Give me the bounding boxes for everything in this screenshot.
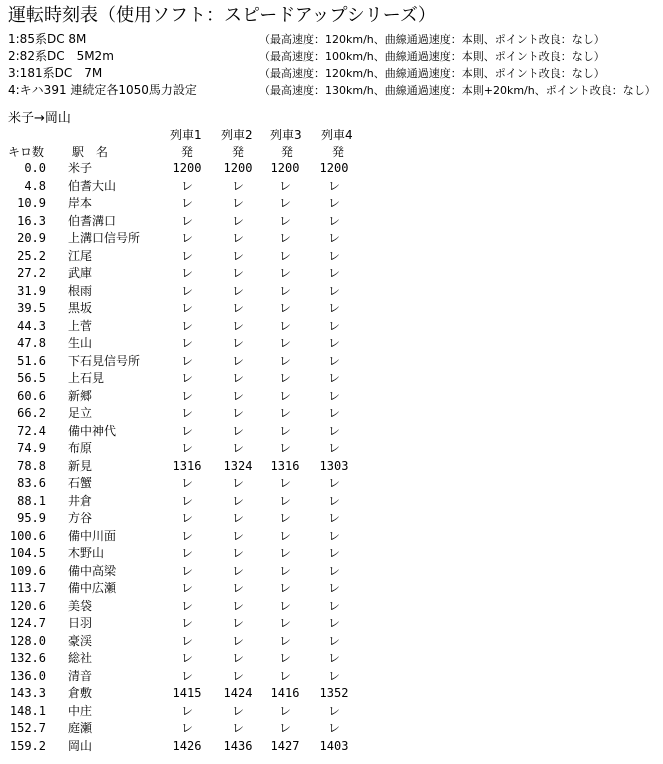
train-label: 2:82系DC 5M2m xyxy=(8,49,114,63)
km-cell: 27.2 xyxy=(17,266,46,280)
time-cell-train-4: レ xyxy=(327,353,340,368)
time-cell-train-1: レ xyxy=(180,388,193,403)
time-cell-train-2: レ xyxy=(231,283,244,298)
km-cell: 124.7 xyxy=(9,616,46,630)
table-row xyxy=(0,650,663,668)
table-row xyxy=(0,370,663,388)
train-list xyxy=(8,31,658,99)
time-cell-train-3: レ xyxy=(278,371,291,385)
time-cell-train-4: レ xyxy=(327,721,340,735)
station-cell: 岡山 xyxy=(68,738,93,753)
station-cell: 石蟹 xyxy=(68,476,93,490)
km-cell: 4.8 xyxy=(24,178,46,193)
train-label: 3:181系DC 7M xyxy=(8,66,103,80)
km-cell: 44.3 xyxy=(17,318,46,333)
time-cell-train-2: レ xyxy=(231,196,244,210)
table-row xyxy=(0,510,663,528)
station-cell: 根雨 xyxy=(68,283,93,298)
time-cell-train-1: レ xyxy=(180,441,193,455)
time-cell-train-3: レ xyxy=(278,213,291,228)
time-cell-train-1: 1316 xyxy=(172,458,202,473)
time-cell-train-4: レ xyxy=(327,248,340,263)
train-spec-row xyxy=(8,31,658,48)
table-row xyxy=(0,668,663,686)
time-cell-train-3: レ xyxy=(278,266,291,280)
km-cell: 88.1 xyxy=(17,493,46,508)
table-row xyxy=(0,265,663,283)
time-cell-train-1: レ xyxy=(180,178,193,193)
train-spec-row xyxy=(8,65,658,82)
time-cell-train-1: レ xyxy=(180,581,193,595)
km-cell: 136.0 xyxy=(9,668,46,683)
time-cell-train-3: 1427 xyxy=(270,738,300,753)
time-cell-train-1: レ xyxy=(180,633,193,648)
time-cell-train-1: レ xyxy=(180,703,193,718)
time-cell-train-2: レ xyxy=(231,248,244,263)
time-cell-train-1: レ xyxy=(180,493,193,508)
time-cell-train-3: レ xyxy=(278,563,291,578)
time-cell-train-2: レ xyxy=(231,301,244,315)
station-cell: 生山 xyxy=(68,336,93,350)
table-row xyxy=(0,405,663,423)
time-cell-train-2: レ xyxy=(231,406,244,420)
time-cell-train-1: レ xyxy=(180,406,193,420)
table-row xyxy=(0,230,663,248)
station-cell: 木野山 xyxy=(68,546,105,560)
time-cell-train-4: レ xyxy=(327,231,340,245)
time-cell-train-3: レ xyxy=(278,476,291,490)
time-cell-train-4: レ xyxy=(327,196,340,210)
km-cell: 143.3 xyxy=(9,686,46,700)
time-cell-train-1: レ xyxy=(180,651,193,665)
time-cell-train-2: レ xyxy=(231,616,244,630)
station-cell: 美袋 xyxy=(68,598,93,613)
station-cell: 黒坂 xyxy=(68,301,93,315)
station-cell: 備中神代 xyxy=(68,423,117,438)
train-spec-row xyxy=(8,82,658,99)
time-cell-train-3: レ xyxy=(278,703,291,718)
time-cell-train-2: 1324 xyxy=(223,458,253,473)
time-cell-train-2: 1436 xyxy=(223,738,253,753)
time-cell-train-4: レ xyxy=(327,528,340,543)
time-cell-train-3: レ xyxy=(278,441,291,455)
time-cell-train-4: 1303 xyxy=(319,458,349,473)
train-spec: （最高速度：120km/h、曲線通過速度：本則、ポイント改良：なし） xyxy=(259,67,605,80)
time-cell-train-2: レ xyxy=(231,423,244,438)
time-cell-train-2: レ xyxy=(231,178,244,193)
time-cell-train-3: レ xyxy=(278,318,291,333)
time-cell-train-4: レ xyxy=(327,336,340,350)
station-cell: 武庫 xyxy=(68,266,93,280)
table-row xyxy=(0,458,663,476)
station-cell: 日羽 xyxy=(68,616,93,630)
table-row xyxy=(0,335,663,353)
table-row xyxy=(0,283,663,301)
station-cell: 備中川面 xyxy=(68,528,117,543)
time-cell-train-2: レ xyxy=(231,213,244,228)
time-cell-train-4: レ xyxy=(327,371,340,385)
station-cell: 米子 xyxy=(68,161,93,175)
table-row xyxy=(0,178,663,196)
time-cell-train-2: レ xyxy=(231,668,244,683)
train-spec: （最高速度：130km/h、曲線通過速度：本則+20km/h、ポイント改良：なし） xyxy=(259,84,656,97)
train-label: 1:85系DC 8M xyxy=(8,32,87,46)
station-cell: 足立 xyxy=(68,406,93,420)
station-cell: 伯耆大山 xyxy=(68,178,117,193)
station-cell: 庭瀬 xyxy=(68,721,93,735)
table-row xyxy=(0,440,663,458)
time-cell-train-1: レ xyxy=(180,476,193,490)
km-cell: 51.6 xyxy=(17,353,46,368)
time-cell-train-3: レ xyxy=(278,493,291,508)
time-cell-train-4: レ xyxy=(327,406,340,420)
km-cell: 25.2 xyxy=(17,248,46,263)
time-cell-train-2: レ xyxy=(231,546,244,560)
train-spec-row xyxy=(8,48,658,65)
time-cell-train-4: レ xyxy=(327,546,340,560)
time-cell-train-2: レ xyxy=(231,476,244,490)
km-cell: 132.6 xyxy=(9,651,46,665)
km-cell: 152.7 xyxy=(9,721,46,735)
station-cell: 上溝口信号所 xyxy=(68,231,141,245)
route-label: 米子→岡山 xyxy=(8,111,71,126)
depart-header-4: 発 xyxy=(332,145,345,159)
table-row xyxy=(0,160,663,178)
time-cell-train-1: レ xyxy=(180,196,193,210)
table-row xyxy=(0,353,663,371)
time-cell-train-1: 1200 xyxy=(172,161,202,175)
station-cell: 新見 xyxy=(68,458,93,473)
time-cell-train-4: レ xyxy=(327,318,340,333)
station-cell: 新郷 xyxy=(68,388,93,403)
time-cell-train-2: レ xyxy=(231,528,244,543)
time-cell-train-4: レ xyxy=(327,423,340,438)
time-cell-train-2: レ xyxy=(231,703,244,718)
km-cell: 10.9 xyxy=(17,196,46,210)
time-cell-train-1: レ xyxy=(180,598,193,613)
time-cell-train-1: レ xyxy=(180,371,193,385)
km-cell: 83.6 xyxy=(17,476,46,490)
km-cell: 16.3 xyxy=(17,213,46,228)
table-row xyxy=(0,475,663,493)
km-cell: 74.9 xyxy=(17,441,46,455)
time-cell-train-2: レ xyxy=(231,336,244,350)
time-cell-train-3: レ xyxy=(278,616,291,630)
station-cell: 井倉 xyxy=(68,493,93,508)
time-cell-train-1: レ xyxy=(180,721,193,735)
time-cell-train-1: レ xyxy=(180,563,193,578)
table-row xyxy=(0,195,663,213)
time-cell-train-3: レ xyxy=(278,546,291,560)
table-row xyxy=(0,545,663,563)
time-cell-train-2: レ xyxy=(231,493,244,508)
time-cell-train-1: レ xyxy=(180,528,193,543)
train-spec: （最高速度：120km/h、曲線通過速度：本則、ポイント改良：なし） xyxy=(259,33,605,46)
time-cell-train-4: 1403 xyxy=(319,738,349,753)
time-cell-train-1: レ xyxy=(180,511,193,525)
km-cell: 60.6 xyxy=(17,388,46,403)
time-cell-train-1: レ xyxy=(180,213,193,228)
time-cell-train-3: レ xyxy=(278,353,291,368)
station-cell: 備中高梁 xyxy=(68,563,117,578)
time-cell-train-3: レ xyxy=(278,511,291,525)
time-cell-train-1: レ xyxy=(180,318,193,333)
table-row xyxy=(0,633,663,651)
time-cell-train-3: レ xyxy=(278,528,291,543)
table-row xyxy=(0,685,663,703)
time-cell-train-4: レ xyxy=(327,493,340,508)
train-header-3: 列車3 xyxy=(270,128,302,142)
time-cell-train-3: レ xyxy=(278,283,291,298)
time-cell-train-2: レ xyxy=(231,651,244,665)
time-cell-train-4: レ xyxy=(327,633,340,648)
depart-header-2: 発 xyxy=(232,145,245,159)
time-cell-train-1: レ xyxy=(180,546,193,560)
time-cell-train-3: レ xyxy=(278,423,291,438)
station-cell: 岸本 xyxy=(68,196,93,210)
time-cell-train-2: レ xyxy=(231,563,244,578)
km-cell: 47.8 xyxy=(17,336,46,350)
time-cell-train-1: レ xyxy=(180,301,193,315)
station-cell: 倉敷 xyxy=(68,686,93,700)
time-cell-train-4: レ xyxy=(327,441,340,455)
time-cell-train-4: レ xyxy=(327,563,340,578)
table-row xyxy=(0,248,663,266)
time-cell-train-3: 1200 xyxy=(270,161,300,175)
km-cell: 72.4 xyxy=(17,423,46,438)
table-row xyxy=(0,598,663,616)
station-cell: 中庄 xyxy=(68,703,93,718)
time-cell-train-3: レ xyxy=(278,633,291,648)
station-cell: 上石見 xyxy=(68,371,105,385)
station-cell: 総社 xyxy=(68,651,93,665)
table-row xyxy=(0,213,663,231)
time-cell-train-1: レ xyxy=(180,283,193,298)
time-cell-train-4: レ xyxy=(327,703,340,718)
time-cell-train-2: レ xyxy=(231,353,244,368)
time-cell-train-4: レ xyxy=(327,213,340,228)
time-cell-train-4: 1200 xyxy=(319,161,349,175)
time-cell-train-4: レ xyxy=(327,598,340,613)
km-cell: 128.0 xyxy=(9,633,46,648)
km-cell: 148.1 xyxy=(9,703,46,718)
table-row xyxy=(0,300,663,318)
table-row xyxy=(0,528,663,546)
time-cell-train-2: レ xyxy=(231,633,244,648)
km-cell: 113.7 xyxy=(9,581,46,595)
station-header: 駅 名 xyxy=(72,145,109,159)
time-cell-train-2: レ xyxy=(231,371,244,385)
time-cell-train-4: レ xyxy=(327,511,340,525)
time-cell-train-1: レ xyxy=(180,266,193,280)
station-cell: 伯耆溝口 xyxy=(68,213,117,228)
time-cell-train-3: レ xyxy=(278,301,291,315)
km-cell: 104.5 xyxy=(9,546,46,560)
time-cell-train-3: レ xyxy=(278,406,291,420)
km-cell: 56.5 xyxy=(17,371,46,385)
time-cell-train-2: レ xyxy=(231,721,244,735)
time-cell-train-3: 1316 xyxy=(270,458,300,473)
km-cell: 159.2 xyxy=(9,738,46,753)
time-cell-train-3: レ xyxy=(278,598,291,613)
time-cell-train-1: 1426 xyxy=(172,738,202,753)
time-cell-train-4: レ xyxy=(327,301,340,315)
time-cell-train-2: レ xyxy=(231,388,244,403)
depart-header-3: 発 xyxy=(281,145,294,159)
time-cell-train-3: レ xyxy=(278,721,291,735)
table-row xyxy=(0,738,663,756)
train-header-1: 列車1 xyxy=(170,128,202,142)
time-cell-train-3: レ xyxy=(278,178,291,193)
time-cell-train-2: レ xyxy=(231,441,244,455)
time-cell-train-4: レ xyxy=(327,616,340,630)
table-row xyxy=(0,703,663,721)
train-spec: （最高速度：100km/h、曲線通過速度：本則、ポイント改良：なし） xyxy=(259,50,605,63)
train-header-2: 列車2 xyxy=(221,128,253,142)
time-cell-train-1: レ xyxy=(180,616,193,630)
time-cell-train-2: レ xyxy=(231,231,244,245)
train-header-4: 列車4 xyxy=(321,128,353,142)
km-cell: 20.9 xyxy=(17,231,46,245)
time-cell-train-3: レ xyxy=(278,668,291,683)
table-row xyxy=(0,720,663,738)
km-cell: 66.2 xyxy=(17,406,46,420)
time-cell-train-4: 1352 xyxy=(319,686,349,700)
time-cell-train-4: レ xyxy=(327,651,340,665)
time-cell-train-4: レ xyxy=(327,178,340,193)
km-cell: 100.6 xyxy=(9,528,46,543)
time-cell-train-3: レ xyxy=(278,581,291,595)
time-cell-train-3: レ xyxy=(278,196,291,210)
table-row xyxy=(0,423,663,441)
station-cell: 備中広瀬 xyxy=(68,581,117,595)
time-cell-train-2: レ xyxy=(231,598,244,613)
time-cell-train-1: 1415 xyxy=(172,686,202,700)
time-cell-train-3: 1416 xyxy=(270,686,300,700)
km-cell: 95.9 xyxy=(17,511,46,525)
table-row xyxy=(0,318,663,336)
station-cell: 江尾 xyxy=(68,248,93,263)
table-row xyxy=(0,493,663,511)
km-header: キロ数 xyxy=(8,145,45,159)
time-cell-train-1: レ xyxy=(180,248,193,263)
time-cell-train-2: レ xyxy=(231,318,244,333)
station-cell: 豪渓 xyxy=(68,633,93,648)
time-cell-train-1: レ xyxy=(180,668,193,683)
time-cell-train-2: 1424 xyxy=(223,686,253,700)
km-cell: 120.6 xyxy=(9,598,46,613)
timetable xyxy=(0,160,663,755)
table-row xyxy=(0,615,663,633)
time-cell-train-3: レ xyxy=(278,388,291,403)
station-cell: 上菅 xyxy=(68,318,93,333)
time-cell-train-3: レ xyxy=(278,336,291,350)
time-cell-train-2: レ xyxy=(231,511,244,525)
page-title: 運転時刻表（使用ソフト：スピードアップシリーズ） xyxy=(8,5,436,26)
depart-header-1: 発 xyxy=(181,145,194,159)
station-cell: 清音 xyxy=(68,668,93,683)
time-cell-train-2: 1200 xyxy=(223,161,253,175)
km-cell: 78.8 xyxy=(17,458,46,473)
train-label: 4:キハ391 連続定各1050馬力設定 xyxy=(8,83,197,97)
km-cell: 39.5 xyxy=(17,301,46,315)
km-cell: 0.0 xyxy=(24,161,46,175)
station-cell: 布原 xyxy=(68,441,93,455)
time-cell-train-1: レ xyxy=(180,231,193,245)
table-row xyxy=(0,388,663,406)
time-cell-train-4: レ xyxy=(327,266,340,280)
time-cell-train-4: レ xyxy=(327,581,340,595)
time-cell-train-1: レ xyxy=(180,353,193,368)
time-cell-train-2: レ xyxy=(231,266,244,280)
time-cell-train-3: レ xyxy=(278,248,291,263)
km-cell: 31.9 xyxy=(17,283,46,298)
station-cell: 下石見信号所 xyxy=(68,353,141,368)
table-row xyxy=(0,563,663,581)
time-cell-train-4: レ xyxy=(327,388,340,403)
time-cell-train-4: レ xyxy=(327,283,340,298)
time-cell-train-1: レ xyxy=(180,336,193,350)
km-cell: 109.6 xyxy=(9,563,46,578)
time-cell-train-1: レ xyxy=(180,423,193,438)
time-cell-train-2: レ xyxy=(231,581,244,595)
table-row xyxy=(0,580,663,598)
time-cell-train-4: レ xyxy=(327,668,340,683)
time-cell-train-3: レ xyxy=(278,651,291,665)
station-cell: 方谷 xyxy=(68,511,93,525)
time-cell-train-3: レ xyxy=(278,231,291,245)
time-cell-train-4: レ xyxy=(327,476,340,490)
